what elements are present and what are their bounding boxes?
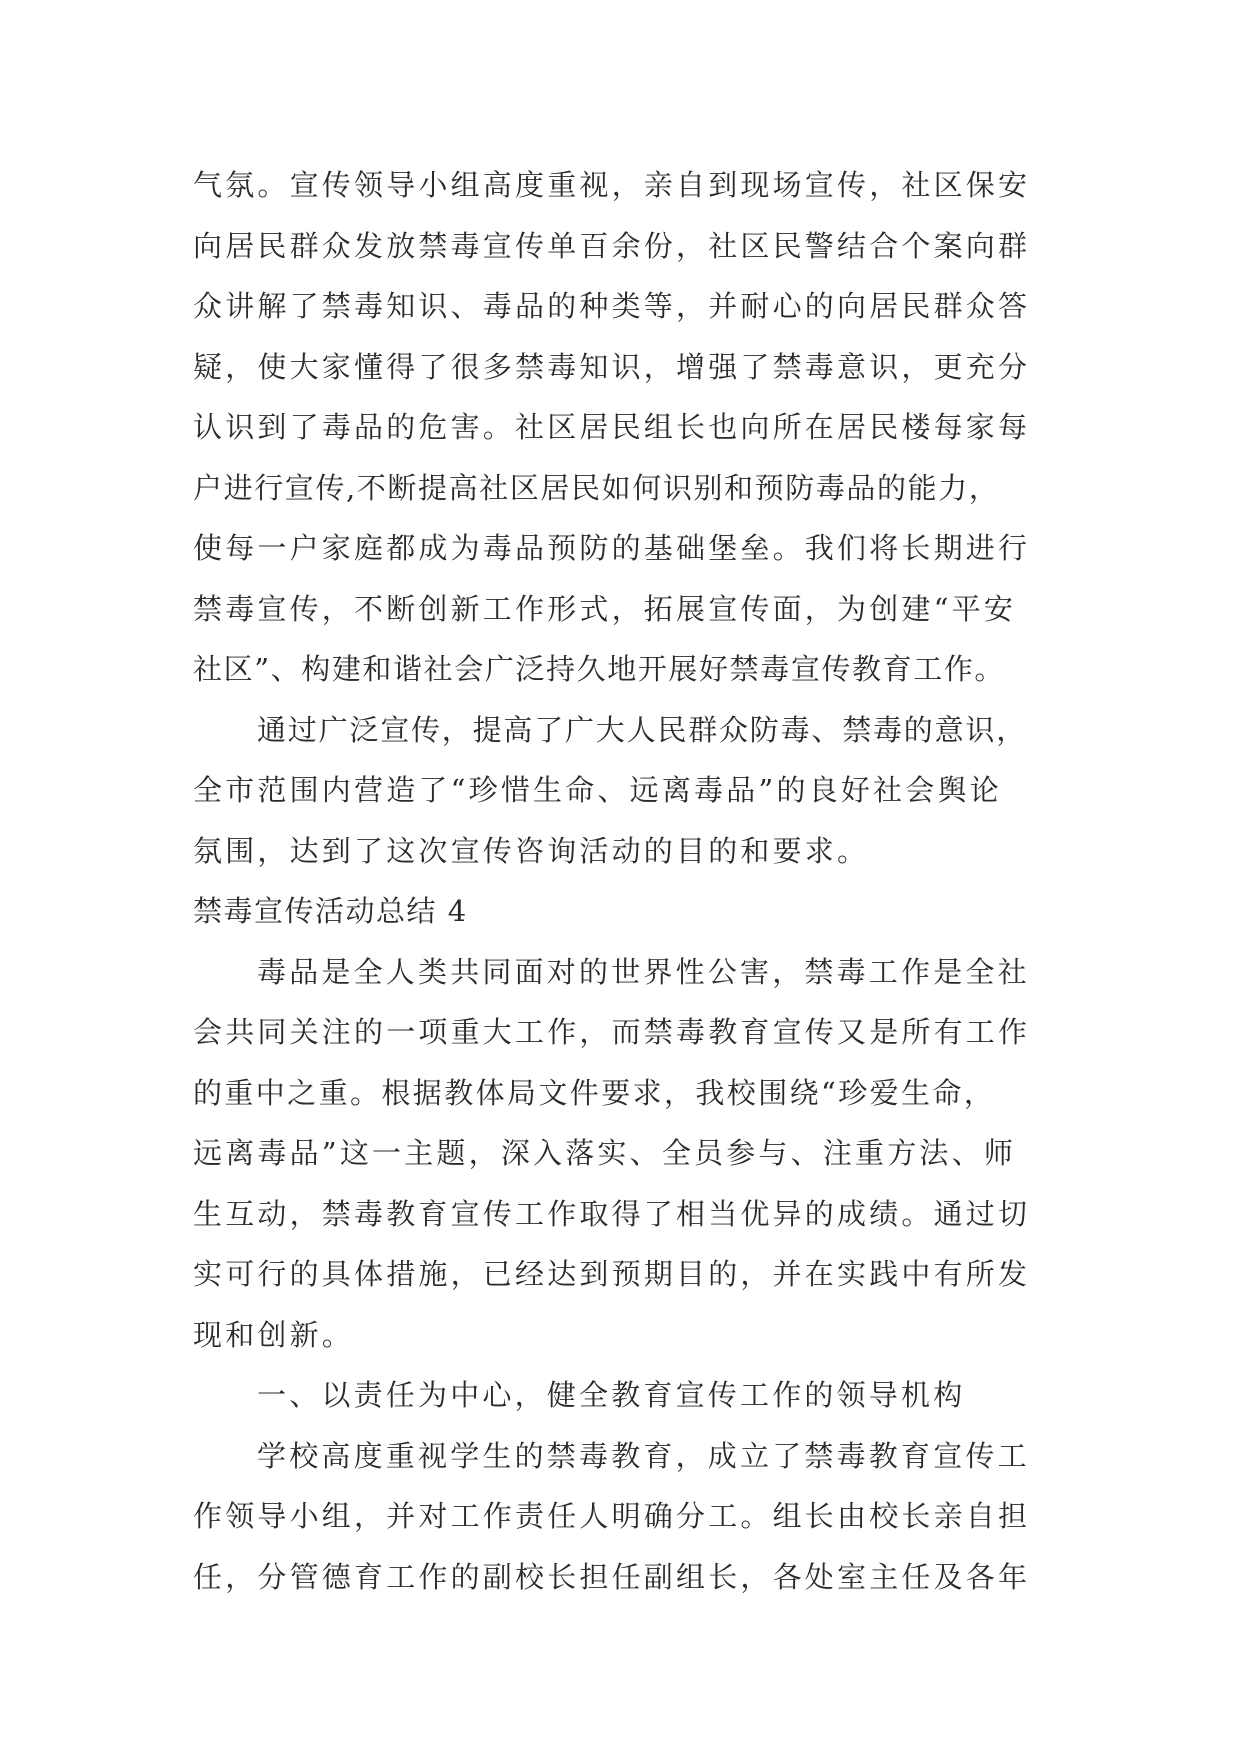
text-line: 生互动，禁毒教育宣传工作取得了相当优异的成绩。通过切 xyxy=(193,1196,1031,1231)
text-line: 通过广泛宣传，提高了广大人民群众防毒、禁毒的意识， xyxy=(257,712,1028,747)
document-body xyxy=(193,155,1061,1607)
text-line: 禁毒宣传，不断创新工作形式，拓展宣传面，为创建“平安 xyxy=(193,591,1017,626)
text-line: 任，分管德育工作的副校长担任副组长，各处室主任及各年 xyxy=(193,1559,1031,1594)
text-line: 会共同关注的一项重大工作，而禁毒教育宣传又是所有工作 xyxy=(193,1015,1031,1049)
text-line: 全市范围内营造了“珍惜生命、远离毒品”的良好社会舆论 xyxy=(193,773,1002,807)
subheading: 一、以责任为中心，健全教育宣传工作的领导机构 xyxy=(257,1378,966,1412)
text-line: 社区”、构建和谐社会广泛持久地开展好禁毒宣传教育工作。 xyxy=(193,652,1006,686)
text-line: 作领导小组，并对工作责任人明确分工。组长由校长亲自担 xyxy=(193,1499,1031,1533)
text-line: 认识到了毒品的危害。社区居民组长也向所在居民楼每家每 xyxy=(193,410,1031,444)
text-line: 户进行宣传,不断提高社区居民如何识别和预防毒品的能力， xyxy=(193,470,1000,505)
text-line: 实可行的具体措施，已经达到预期目的，并在实践中有所发 xyxy=(193,1257,1031,1291)
text-line: 众讲解了禁毒知识、毒品的种类等，并耐心的向居民群众答 xyxy=(193,289,1031,323)
text-line: 气氛。宣传领导小组高度重视，亲自到现场宣传，社区保安 xyxy=(193,168,1031,202)
text-line: 的重中之重。根据教体局文件要求，我校围绕“珍爱生命， xyxy=(193,1075,996,1110)
text-line: 向居民群众发放禁毒宣传单百余份，社区民警结合个案向群 xyxy=(193,228,1031,263)
text-line: 氛围，达到了这次宣传咨询活动的目的和要求。 xyxy=(193,833,870,868)
text-line: 学校高度重视学生的禁毒教育，成立了禁毒教育宣传工 xyxy=(257,1438,1030,1473)
text-line: 疑，使大家懂得了很多禁毒知识，增强了禁毒意识，更充分 xyxy=(193,349,1031,384)
section-title: 禁毒宣传活动总结 4 xyxy=(193,894,468,928)
text-line: 使每一户家庭都成为毒品预防的基础堡垒。我们将长期进行 xyxy=(193,531,1031,565)
text-line: 远离毒品”这一主题，深入落实、全员参与、注重方法、师 xyxy=(193,1136,1017,1170)
text-line: 毒品是全人类共同面对的世界性公害，禁毒工作是全社 xyxy=(257,954,1030,989)
text-line: 现和创新。 xyxy=(193,1317,355,1352)
